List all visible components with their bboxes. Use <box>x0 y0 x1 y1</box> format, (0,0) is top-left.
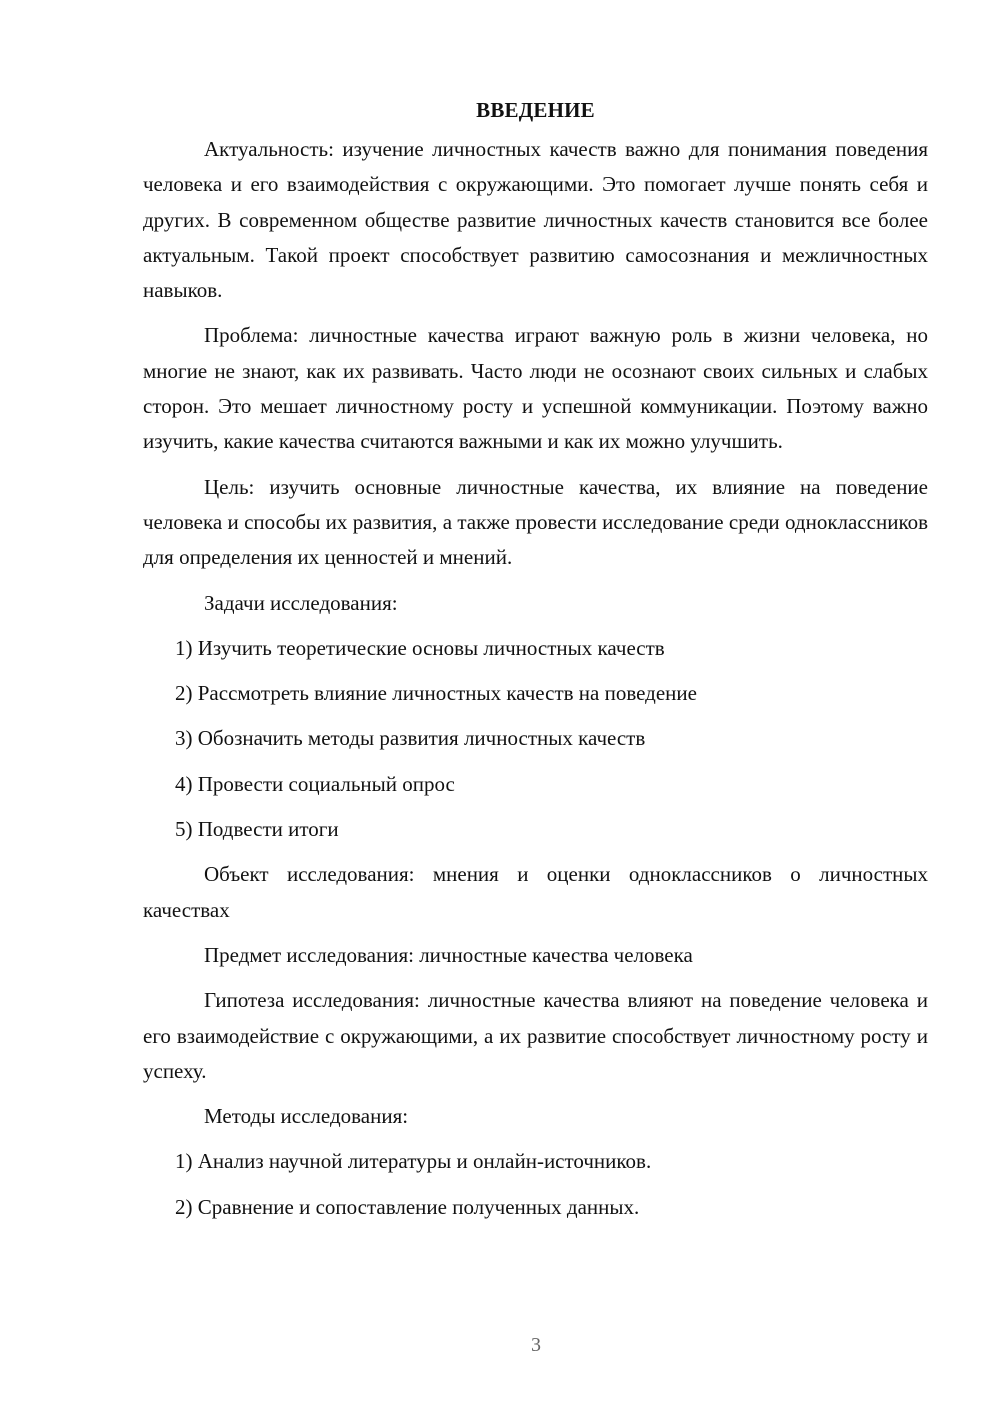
methods-heading: Методы исследования: <box>204 1104 409 1129</box>
section-title: ВВЕДЕНИЕ <box>476 98 595 122</box>
method-item: 2) Сравнение и сопоставление полученных данных. <box>175 1194 640 1219</box>
page-number: 3 <box>531 1334 541 1356</box>
tasks-heading: Задачи исследования: <box>204 590 398 615</box>
paragraph-hypothesis: Гипотеза исследования: личностные качества влияют на поведение человека и его взаимодействие с окружающими, а их развитие способствует личностному росту и успеху. <box>143 988 928 1083</box>
paragraph-subject: Предмет исследования: личностные качества человека <box>204 942 693 967</box>
page-content <box>143 96 928 1235</box>
paragraph-relevance: Актуальность: изучение личностных качеств важно для понимания поведения человека и его взаимодействия с окружающими. Это помогает лучше понять себя и других. В современном обществе развитие личностных качеств становится все более актуальным. Такой проект способствует развитию самосознания и межличностных навыков. <box>143 137 928 303</box>
methods-list <box>143 1144 928 1225</box>
paragraph-goal: Цель: изучить основные личностные качества, их влияние на поведение человека и способы их развития, а также провести исследование среди одноклассников для определения их ценностей и мнений. <box>143 474 928 570</box>
method-item: 1) Анализ научной литературы и онлайн-источников. <box>175 1149 652 1174</box>
tasks-list <box>143 631 928 847</box>
task-item: 4) Провести социальный опрос <box>175 771 455 796</box>
task-item: 2) Рассмотреть влияние личностных качеств на поведение <box>175 681 697 706</box>
paragraph-object: Объект исследования: мнения и оценки одноклассников о личностных качествах <box>143 862 928 922</box>
task-item: 1) Изучить теоретические основы личностных качеств <box>175 635 665 660</box>
task-item: 5) Подвести итоги <box>175 817 339 842</box>
task-item: 3) Обозначить методы развития личностных качеств <box>175 726 646 751</box>
paragraph-problem: Проблема: личностные качества играют важную роль в жизни человека, но многие не знают, как их развивать. Часто люди не осознают своих сильных и слабых сторон. Это мешает личностному росту и успешной коммуникации. Поэтому важно изучить, какие качества считаются важными и как их можно улучшить. <box>143 323 928 454</box>
